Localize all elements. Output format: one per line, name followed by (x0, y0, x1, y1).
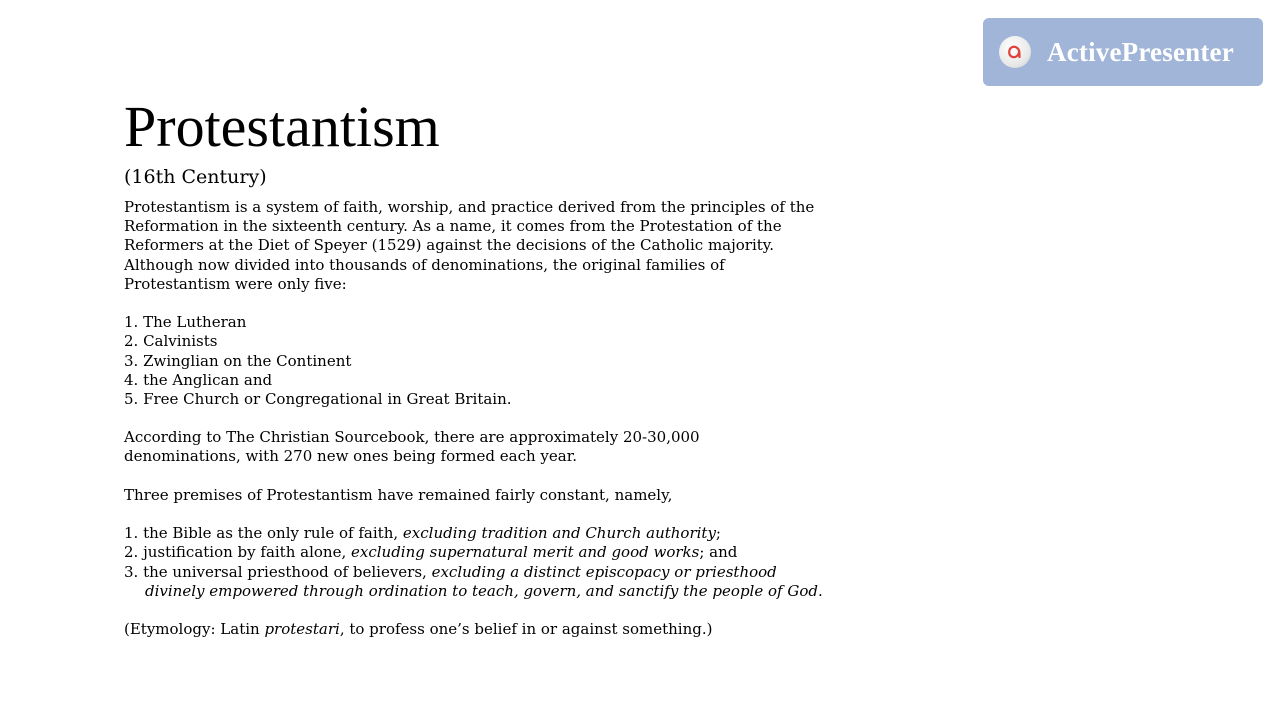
blank-line (124, 601, 884, 620)
intro-line: Although now divided into thousands of denominations, the original families of (124, 255, 725, 274)
blank-line (124, 409, 884, 428)
badge-label: ActivePresenter (1047, 36, 1234, 67)
sourcebook-line: According to The Christian Sourcebook, there are approximately 20-30,000 (124, 428, 700, 447)
premise-continuation: divinely empowered through ordination to teach, govern, and sanctify the people of God. (145, 581, 823, 600)
family-list-item: 2. Calvinists (124, 332, 218, 351)
body-text (124, 198, 884, 639)
blank-line (124, 505, 884, 524)
etymology-suffix: , to profess one’s belief in or against something.) (339, 620, 713, 639)
etymology-term: protestari (264, 620, 340, 639)
premise-list-item (124, 563, 884, 582)
intro-line: Reformation in the sixteenth century. As a name, it comes from the Protestation of the (124, 217, 782, 236)
family-list-item: 4. the Anglican and (124, 370, 273, 389)
premise-suffix: ; (715, 524, 721, 543)
slide-title: Protestantism (124, 94, 440, 159)
etymology-text: (Etymology: Latin (124, 620, 265, 639)
family-list-item: 1. The Lutheran (124, 313, 247, 332)
family-list-item: 5. Free Church or Congregational in Great Britain. (124, 389, 512, 408)
activepresenter-badge (983, 18, 1263, 86)
premise-emphasis: excluding tradition and Church authority (402, 524, 716, 543)
slide-subtitle: (16th Century) (124, 166, 267, 188)
activepresenter-logo-icon (999, 36, 1031, 68)
premise-text: 3. the universal priesthood of believers, (124, 562, 432, 581)
premise-text: 1. the Bible as the only rule of faith, (124, 524, 403, 543)
premise-list-item (124, 543, 884, 562)
premise-text: 2. justification by faith alone, (124, 543, 351, 562)
intro-line: Reformers at the Diet of Speyer (1529) against the decisions of the Catholic majority. (124, 236, 775, 255)
premise-emphasis: excluding supernatural merit and good works (351, 543, 700, 562)
intro-line: Protestantism were only five: (124, 274, 347, 293)
blank-line (124, 294, 884, 313)
sourcebook-line: denominations, with 270 new ones being formed each year. (124, 447, 577, 466)
etymology-line (124, 620, 884, 639)
logo-glyph (1005, 42, 1025, 62)
blank-line (124, 467, 884, 486)
premises-intro: Three premises of Protestantism have remained fairly constant, namely, (124, 485, 673, 504)
premise-list-item (124, 524, 884, 543)
family-list-item: 3. Zwinglian on the Continent (124, 351, 352, 370)
premise-emphasis: excluding a distinct episcopacy or priesthood (431, 562, 777, 581)
slide-content (124, 90, 884, 639)
intro-line: Protestantism is a system of faith, worship, and practice derived from the principles of the (124, 198, 815, 216)
premise-suffix: ; and (699, 543, 738, 562)
